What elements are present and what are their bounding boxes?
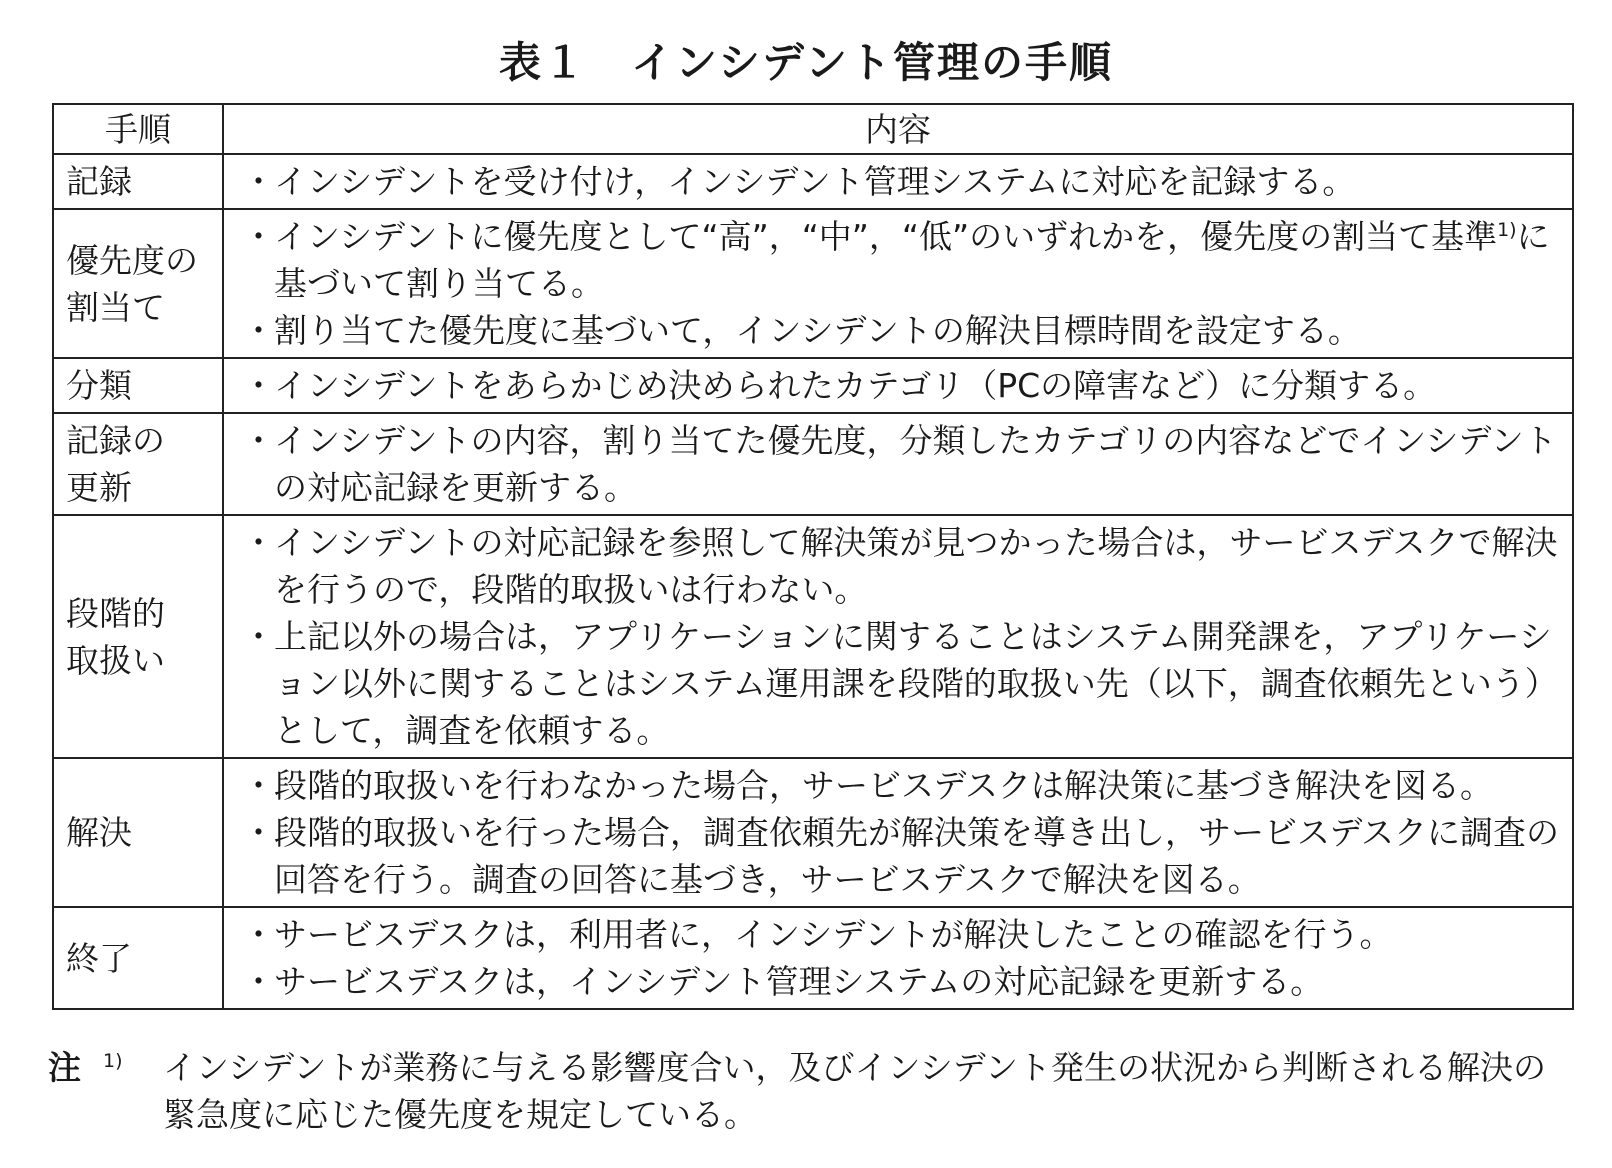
item-text: 上記以外の場合は，アプリケーションに関することはシステム開発課を，アプリケーション以外に関することはシステム運用課を段階的取扱い先（以下，調査依頼先という）として，調査を依頼する。 <box>274 617 1558 750</box>
footnote-text: インシデントが業務に与える影響度合い，及びインシデント発生の状況から判断される解決の緊急度に応じた優先度を規定している。 <box>163 1048 1547 1134</box>
item-text: 段階的取扱いを行った場合，調査依頼先が解決策を導き出し，サービスデスクに調査の回答を行う。調査の回答に基づき，サービスデスクで解決を図る。 <box>274 813 1560 899</box>
list-item <box>242 417 1564 511</box>
bullet: ・ <box>242 162 275 201</box>
table-row <box>53 515 1573 758</box>
step-label: 段階的取扱い <box>66 593 165 680</box>
header-step: 手順 <box>53 104 223 154</box>
list-item <box>242 762 1564 809</box>
list-item <box>242 958 1564 1005</box>
item-text: インシデントの内容，割り当てた優先度，分類したカテゴリの内容などでインシデントの対応記録を更新する。 <box>274 421 1557 507</box>
item-text: 段階的取扱いを行わなかった場合，サービスデスクは解決策に基づき解決を図る。 <box>274 766 1494 805</box>
list-item <box>242 307 1564 354</box>
content-cell <box>223 413 1573 515</box>
bullet: ・ <box>242 766 275 805</box>
content-cell <box>223 907 1573 1009</box>
step-cell <box>53 209 223 358</box>
table-row <box>53 758 1573 907</box>
bullet: ・ <box>242 311 275 350</box>
step-label: 記録の更新 <box>66 421 165 507</box>
list-item <box>242 213 1564 307</box>
content-cell <box>223 758 1573 907</box>
content-cell <box>223 515 1573 758</box>
table-row <box>53 358 1573 413</box>
bullet: ・ <box>242 366 275 405</box>
step-cell: 終了 <box>53 907 223 1009</box>
item-text: サービスデスクは，利用者に，インシデントが解決したことの確認を行う。 <box>274 915 1393 954</box>
bullet: ・ <box>242 523 275 562</box>
item-text: 割り当てた優先度に基づいて，インシデントの解決目標時間を設定する。 <box>274 311 1361 350</box>
step-cell: 分類 <box>53 358 223 413</box>
procedure-table <box>52 103 1574 1010</box>
header-content: 内容 <box>223 104 1573 154</box>
bullet: ・ <box>242 962 275 1001</box>
item-text: に基づいて割り当てる。 <box>274 217 1550 303</box>
step-cell <box>53 413 223 515</box>
table-row <box>53 413 1573 515</box>
item-text: サービスデスクは，インシデント管理システムの対応記録を更新する。 <box>274 962 1324 1001</box>
list-item <box>242 158 1564 205</box>
table-row <box>53 209 1573 358</box>
header-row <box>53 104 1573 154</box>
list-item <box>242 519 1564 613</box>
table-row <box>53 154 1573 209</box>
footnote-label: 注 <box>48 1048 81 1087</box>
footnote-mark: 1) <box>103 1050 123 1072</box>
content-cell <box>223 209 1573 358</box>
item-text: インシデントを受け付け，インシデント管理システムに対応を記録する。 <box>274 162 1356 201</box>
bullet: ・ <box>242 421 275 460</box>
step-label: 優先度の割当て <box>66 240 198 327</box>
list-item <box>242 911 1564 958</box>
content-cell <box>223 154 1573 209</box>
list-item <box>242 613 1564 754</box>
step-cell: 記録 <box>53 154 223 209</box>
step-cell: 解決 <box>53 758 223 907</box>
bullet: ・ <box>242 217 275 256</box>
table-title: 表１ インシデント管理の手順 <box>498 38 1114 87</box>
step-cell <box>53 515 223 758</box>
item-text: インシデントをあらかじめ決められたカテゴリ（PCの障害など）に分類する。 <box>274 366 1437 405</box>
content-cell <box>223 358 1573 413</box>
bullet: ・ <box>242 813 275 852</box>
footnote <box>48 1044 1578 1138</box>
item-text: インシデントの対応記録を参照して解決策が見つかった場合は，サービスデスクで解決を行うので，段階的取扱いは行わない。 <box>274 523 1558 609</box>
bullet: ・ <box>242 915 275 954</box>
list-item <box>242 809 1564 903</box>
bullet: ・ <box>242 617 275 656</box>
table-row <box>53 907 1573 1009</box>
footnote-mark: 1) <box>1497 219 1517 241</box>
list-item <box>242 362 1564 409</box>
item-text: インシデントに優先度として“高”，“中”，“低”のいずれかを，優先度の割当て基準 <box>274 217 1498 256</box>
